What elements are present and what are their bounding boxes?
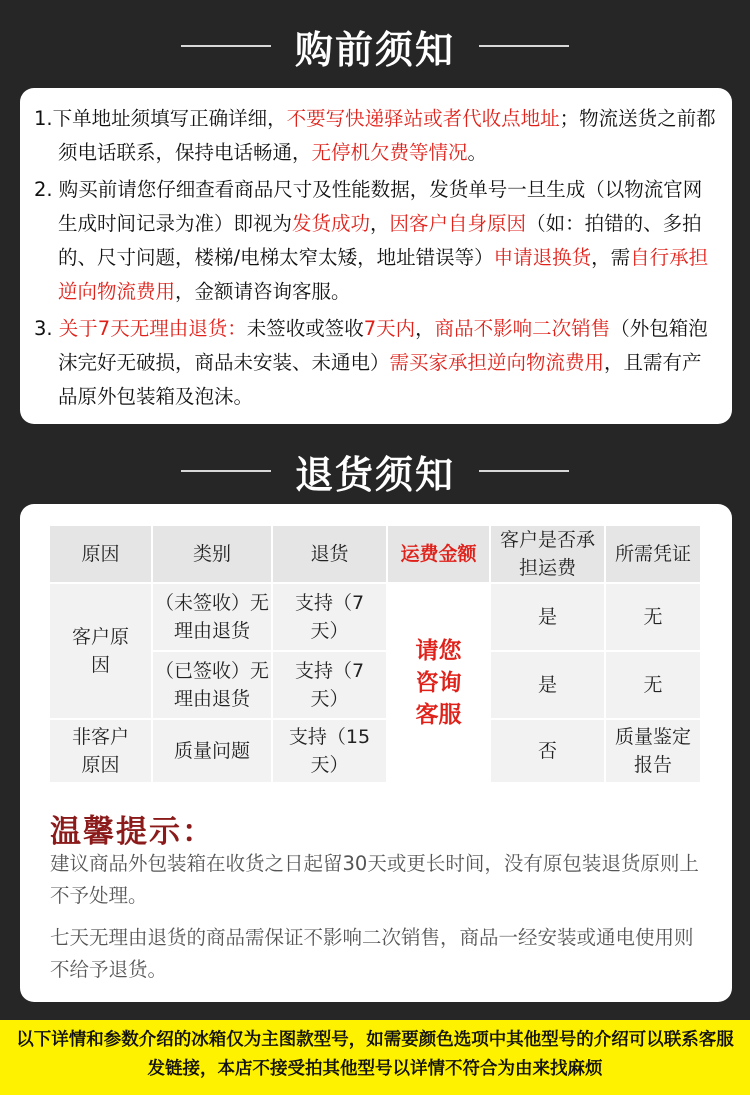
rule-highlight-text: 7天内 <box>363 317 416 340</box>
rule-text: ；物流送货之前都须电话联系，保持电话畅通， <box>58 107 716 164</box>
heading-divider-left <box>181 45 271 47</box>
warm-tip-text: 七天无理由退货的商品需保证不影响二次销售，商品一经安装或通电使用则不给予退货。 <box>50 926 694 981</box>
category-cell: 质量问题 <box>152 719 272 783</box>
rule-number: 3. <box>34 317 53 340</box>
purchase-rule-item <box>34 312 718 414</box>
return-notice-card <box>20 504 732 1002</box>
header-category: 类别 <box>152 525 272 583</box>
model-notice-banner: 以下详情和参数介绍的冰箱仅为主图款型号，如需要颜色选项中其他型号的介绍可以联系客服发链接，本店不接受拍其他型号以详情不符合为由来找麻烦 <box>0 1020 750 1095</box>
purchase-notice-heading <box>0 20 750 72</box>
rule-text: （外包箱泡沫完好无破损，商品未安装、未通电） <box>58 317 708 374</box>
purchase-rules-card <box>20 88 732 424</box>
customer-reason-cell: 客户原因 <box>49 583 152 719</box>
purchase-rule-item <box>34 102 718 170</box>
rule-text: ，且需有产品原外包装箱及泡沫。 <box>58 351 702 408</box>
proof-cell: 质量鉴定报告 <box>605 719 701 783</box>
rule-highlight-text: 申请退换货 <box>493 246 592 269</box>
heading-divider-right <box>479 470 569 472</box>
heading-divider-left <box>181 470 271 472</box>
table-header-row <box>49 525 701 583</box>
header-required-proof: 所需凭证 <box>605 525 701 583</box>
rule-text: ， <box>370 212 390 235</box>
customer-pays-cell: 是 <box>490 651 605 719</box>
customer-pays-cell: 是 <box>490 583 605 651</box>
rule-highlight-text: 不要写快递驿站或者代收点地址 <box>286 107 560 130</box>
rule-text: ， <box>415 317 435 340</box>
header-return: 退货 <box>272 525 387 583</box>
header-shipping-fee: 运费金额 <box>387 525 490 583</box>
rule-highlight-text: 发货成功 <box>292 212 371 235</box>
consult-service-cell: 请您咨询客服 <box>387 583 490 783</box>
category-cell: （已签收）无理由退货 <box>152 651 272 719</box>
rule-text: 下单地址须填写正确详细， <box>52 107 287 130</box>
purchase-notice-title: 购前须知 <box>294 27 455 72</box>
rule-text: （如：拍错的、多拍的、尺寸问题，楼梯/电梯太窄太矮，地址错误等） <box>58 212 702 269</box>
header-customer-pays: 客户是否承担运费 <box>490 525 605 583</box>
category-cell: （未签收）无理由退货 <box>152 583 272 651</box>
return-cell: 支持（7天） <box>272 583 387 651</box>
return-policy-table <box>48 524 702 784</box>
rule-number: 1. <box>34 107 53 130</box>
rule-highlight-text: 因客户自身原因 <box>389 212 527 235</box>
customer-pays-cell: 否 <box>490 719 605 783</box>
purchase-rule-item <box>34 173 718 309</box>
rule-number: 2. <box>34 178 53 201</box>
rule-highlight-text: 自行承担逆向物流费用 <box>58 246 709 303</box>
rule-highlight-text: 商品不影响二次销售 <box>434 317 611 340</box>
rule-text: 未签收或签收 <box>246 317 364 340</box>
table-row <box>49 583 701 651</box>
purchase-rules-list <box>34 102 718 414</box>
rule-highlight-text: 无停机欠费等情况 <box>311 141 468 164</box>
warm-tip-text: 建议商品外包装箱在收货之日起留30天或更长时间，没有原包装退货原则上不予处理。 <box>50 852 699 907</box>
proof-cell: 无 <box>605 583 701 651</box>
rule-text: 。 <box>467 141 488 164</box>
return-notice-heading <box>0 445 750 497</box>
heading-divider-right <box>479 45 569 47</box>
return-cell: 支持（15天） <box>272 719 387 783</box>
non-customer-reason-cell: 非客户原因 <box>49 719 152 783</box>
rule-text: ，金额请咨询客服。 <box>175 280 351 303</box>
table-row <box>49 719 701 783</box>
rule-highlight-text: 关于7天无理由退货： <box>52 317 247 340</box>
rule-text: 购买前请您仔细查看商品尺寸及性能数据，发货单号一旦生成（以物流官网生成时间记录为准）即视为 <box>52 178 703 235</box>
return-notice-title: 退货须知 <box>294 452 455 497</box>
header-reason: 原因 <box>49 525 152 583</box>
warm-tip-title: 温馨提示： <box>50 814 215 850</box>
return-cell: 支持（7天） <box>272 651 387 719</box>
rule-text: ，需 <box>591 246 631 269</box>
rule-highlight-text: 需买家承担逆向物流费用 <box>389 351 605 374</box>
proof-cell: 无 <box>605 651 701 719</box>
